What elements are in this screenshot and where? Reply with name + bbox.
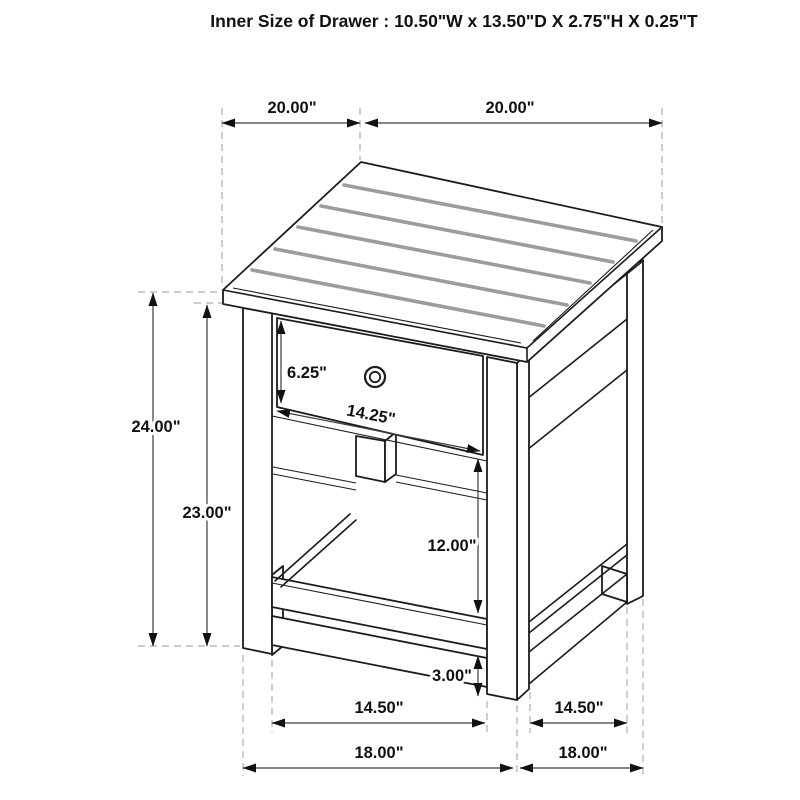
dim-rail-height: 3.00" xyxy=(432,667,472,685)
dim-overall-height: 24.00" xyxy=(131,418,181,436)
front-leg xyxy=(487,357,517,700)
shelf-side-rail xyxy=(275,514,350,581)
drawer-knob-inner xyxy=(370,372,380,382)
dim-front-leg-gap: 14.50" xyxy=(354,699,404,717)
dim-shelf-clearance: 12.00" xyxy=(427,537,477,555)
left-leg xyxy=(243,308,272,654)
dim-top-depth: 20.00" xyxy=(485,99,535,117)
dim-drawer-width: 14.25" xyxy=(345,401,397,429)
table-isometric xyxy=(223,162,662,700)
dim-drawer-height: 6.25" xyxy=(287,364,327,382)
diagram-title: Inner Size of Drawer : 10.50"W x 13.50"D X 2.75"H X 0.25"T xyxy=(210,11,698,31)
dim-base-width: 18.00" xyxy=(354,744,404,762)
front-leg-side xyxy=(517,352,529,700)
dim-under-top-height: 23.00" xyxy=(182,504,232,522)
dim-base-depth: 18.00" xyxy=(558,744,608,762)
back-leg xyxy=(356,436,385,482)
dim-side-leg-gap: 14.50" xyxy=(554,699,604,717)
right-leg xyxy=(627,260,643,604)
dim-top-width: 20.00" xyxy=(267,99,317,117)
